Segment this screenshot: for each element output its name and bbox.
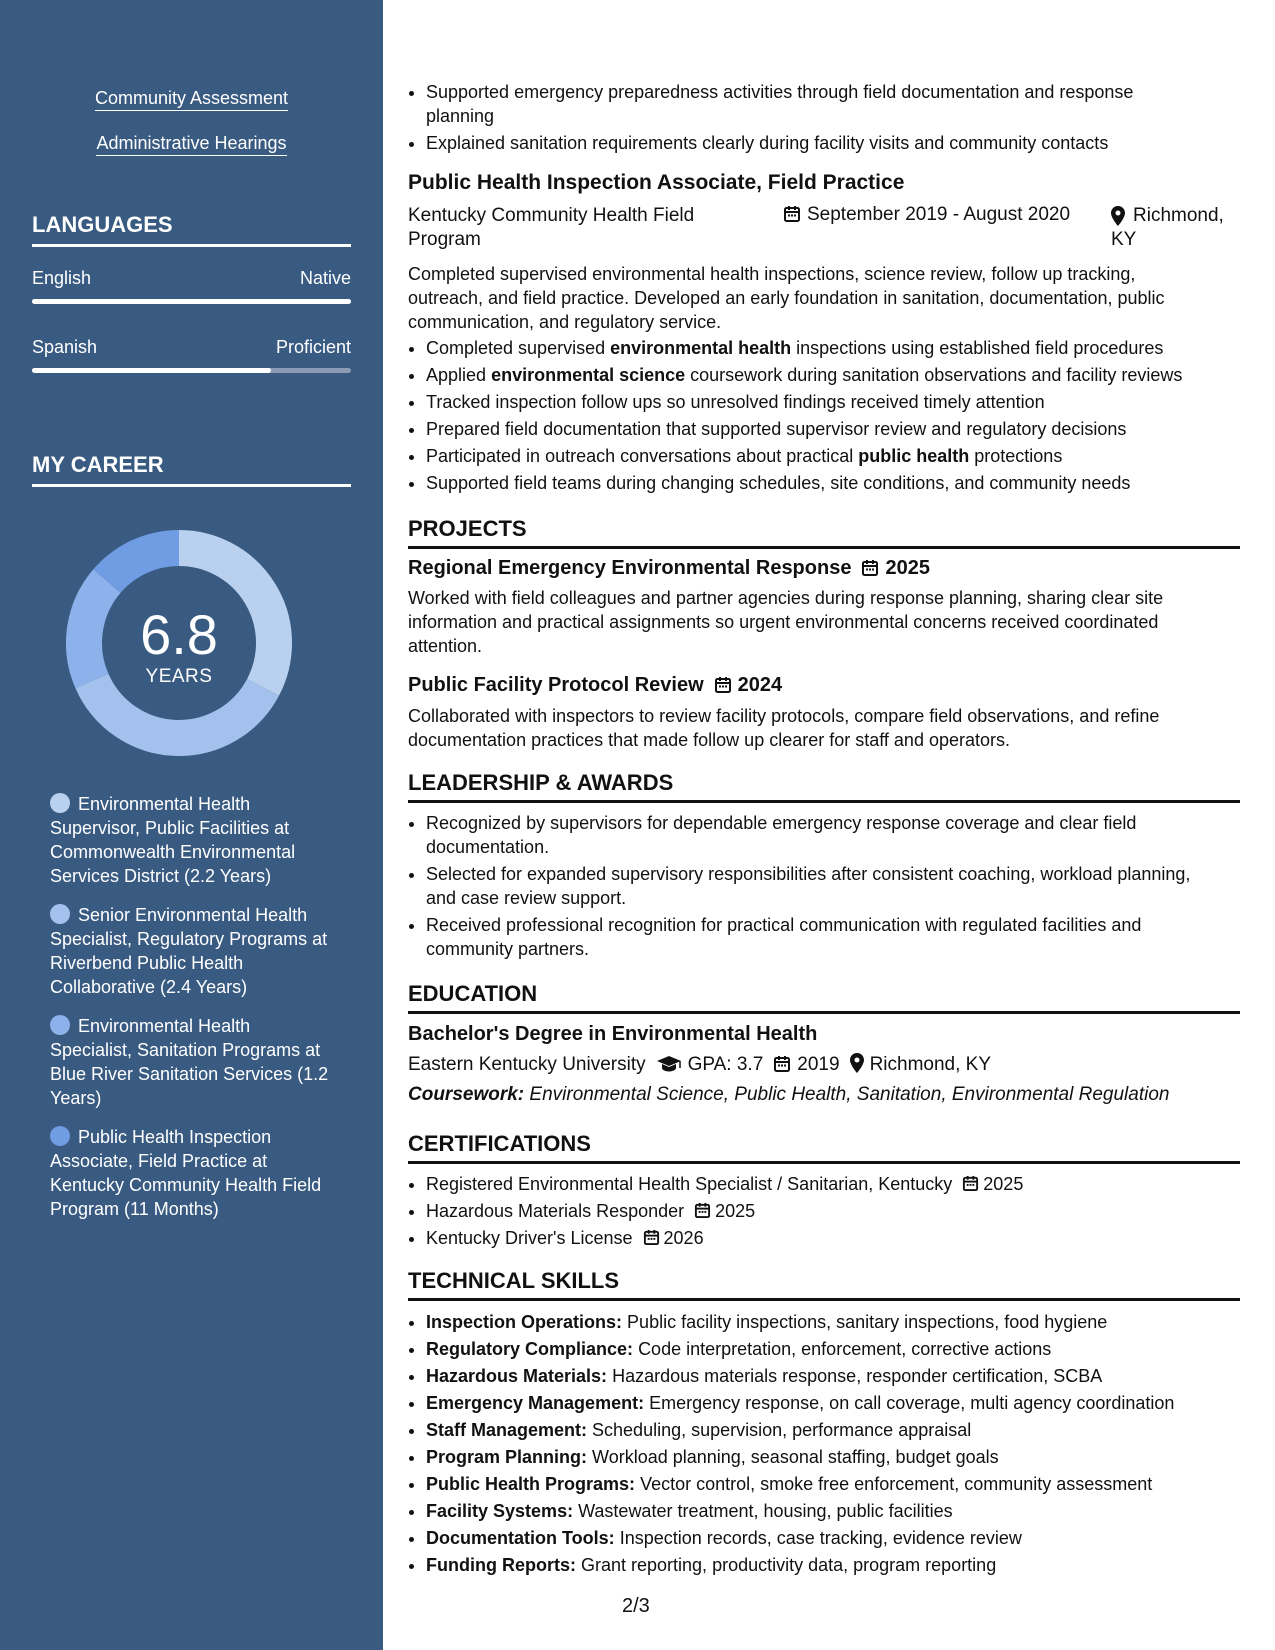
education-heading: EDUCATION [408, 981, 1240, 1014]
project-title: Regional Emergency Environmental Response 2025 [408, 557, 930, 579]
certification-item: • Kentucky Driver's License 2026 [426, 1226, 1240, 1250]
career-total: 6.8 [140, 603, 218, 666]
career-donut-chart [66, 530, 292, 756]
career-dot-icon [50, 793, 70, 813]
donut-slice [107, 548, 179, 581]
job-bullets [408, 336, 1240, 498]
certifications-list [408, 1172, 1240, 1253]
job-dates: September 2019 - August 2020 [783, 204, 1070, 226]
education-meta [408, 1053, 991, 1076]
career-item: Environmental Health Specialist, Sanitation Programs at Blue River Sanitation Services (1.2 Years) [50, 1016, 329, 1108]
calendar-icon [773, 1055, 791, 1073]
sidebar [0, 0, 383, 1650]
list-item: • Explained sanitation requirements clearly during facility visits and community contacts [426, 131, 1196, 155]
skill-link[interactable]: Community Assessment [0, 88, 383, 109]
calendar-icon [694, 1202, 711, 1219]
gpa: GPA: 3.7 [687, 1054, 764, 1075]
job-title: Public Health Inspection Associate, Field Practice [408, 171, 905, 194]
school-name: Eastern Kentucky University [408, 1054, 646, 1075]
projects-heading: PROJECTS [408, 516, 1240, 549]
career-item: Environmental Health Supervisor, Public Facilities at Commonwealth Environmental Services District (2.2 Years) [50, 794, 296, 886]
project-title: Public Facility Protocol Review 2024 [408, 674, 783, 696]
graduation-cap-icon [656, 1055, 682, 1073]
list-item: • Supported emergency preparedness activities through field documentation and response planning [426, 80, 1196, 128]
list-item: • Received professional recognition for practical communication with regulated facilities and community partners. [426, 913, 1216, 961]
career-unit: YEARS [145, 666, 213, 687]
skill-item: • Emergency Management: Emergency response, on call coverage, multi agency coordination [426, 1391, 1240, 1415]
career-dot-icon [50, 904, 70, 924]
project-description: Worked with field colleagues and partner agencies during response planning, sharing clear site information and practical assignments so urgent environmental concerns received coordinated attention. [408, 588, 1164, 656]
language-bar-fill [32, 299, 351, 304]
degree-title: Bachelor's Degree in Environmental Health [408, 1023, 818, 1045]
career-item: Public Health Inspection Associate, Field Practice at Kentucky Community Health Field Program (11 Months) [50, 1127, 322, 1219]
job-bullet: • Tracked inspection follow ups so unresolved findings received timely attention [426, 390, 1240, 414]
language-level: Proficient [275, 337, 351, 357]
skill-item: • Facility Systems: Wastewater treatment, housing, public facilities [426, 1499, 1240, 1523]
calendar-icon [861, 559, 879, 577]
career-dot-icon [50, 1126, 70, 1146]
donut-slice [92, 681, 263, 738]
skill-item: • Program Planning: Workload planning, seasonal staffing, budget goals [426, 1445, 1240, 1469]
calendar-icon [643, 1229, 660, 1246]
skill-item: • Hazardous Materials: Hazardous materials response, responder certification, SCBA [426, 1364, 1240, 1388]
job-bullet: • Supported field teams during changing schedules, site conditions, and community needs [426, 471, 1240, 495]
language-row [32, 268, 351, 289]
skill-item: • Inspection Operations: Public facility inspections, sanitary inspections, food hygiene [426, 1310, 1240, 1334]
skill-item: • Regulatory Compliance: Code interpretation, enforcement, corrective actions [426, 1337, 1240, 1361]
page-number: 2/3 [622, 1595, 650, 1617]
certification-item: • Registered Environmental Health Specialist / Sanitarian, Kentucky 2025 [426, 1172, 1240, 1196]
job-bullet: • Prepared field documentation that supported supervisor review and regulatory decisions [426, 417, 1240, 441]
language-bar [32, 368, 351, 373]
skill-item: • Staff Management: Scheduling, supervision, performance appraisal [426, 1418, 1240, 1442]
language-bar-fill [32, 368, 271, 373]
coursework: Coursework: Environmental Science, Public Health, Sanitation, Environmental Regulation [408, 1084, 1170, 1105]
languages-heading: LANGUAGES [32, 212, 351, 247]
list-item: • Recognized by supervisors for dependable emergency response coverage and clear field documentation. [426, 811, 1216, 859]
language-name: English [32, 268, 92, 288]
language-row [32, 337, 351, 358]
list-item: • Selected for expanded supervisory responsibilities after consistent coaching, workload planning, and case review support. [426, 862, 1216, 910]
project-description: Collaborated with inspectors to review facility protocols, compare field observations, and refine documentation practices that made follow up clearer for staff and operators. [408, 706, 1160, 750]
graduation-year: 2019 [797, 1054, 840, 1075]
skill-item: • Documentation Tools: Inspection records, case tracking, evidence review [426, 1526, 1240, 1550]
calendar-icon [714, 676, 732, 694]
language-bar [32, 299, 351, 304]
technical-skills-list [408, 1310, 1240, 1580]
job-summary: Completed supervised environmental health inspections, science review, follow up tracking, outreach, and field practice. Developed an early foundation in sanitation, documentation, public communication, and regulatory service. [408, 264, 1165, 332]
career-heading: MY CAREER [32, 452, 351, 487]
previous-job-bullets [408, 80, 1240, 158]
leadership-list [408, 811, 1240, 964]
skill-item: • Funding Reports: Grant reporting, productivity data, program reporting [426, 1553, 1240, 1577]
skill-link[interactable]: Administrative Hearings [0, 133, 383, 154]
career-item: Senior Environmental Health Specialist, Regulatory Programs at Riverbend Public Health Collaborative (2.4 Years) [50, 905, 328, 997]
certification-item: • Hazardous Materials Responder 2025 [426, 1199, 1240, 1223]
career-dot-icon [50, 1015, 70, 1035]
calendar-icon [783, 205, 801, 223]
job-employer: Kentucky Community Health Field Program [408, 205, 695, 250]
language-level: Native [299, 268, 351, 288]
leadership-heading: LEADERSHIP & AWARDS [408, 770, 1240, 803]
school-location: Richmond, KY [869, 1054, 992, 1075]
calendar-icon [962, 1175, 979, 1192]
job-bullet: • Completed supervised environmental health inspections using established field procedures [426, 336, 1240, 360]
skill-item: • Public Health Programs: Vector control, smoke free enforcement, community assessment [426, 1472, 1240, 1496]
location-pin-icon [1111, 206, 1125, 226]
language-name: Spanish [32, 337, 98, 357]
job-bullet: • Participated in outreach conversations about practical public health protections [426, 444, 1240, 468]
certifications-heading: CERTIFICATIONS [408, 1131, 1240, 1164]
location-pin-icon [850, 1053, 864, 1073]
job-bullet: • Applied environmental science coursework during sanitation observations and facility reviews [426, 363, 1240, 387]
job-location: Richmond, KY [1111, 205, 1224, 250]
technical-skills-heading: TECHNICAL SKILLS [408, 1268, 1240, 1301]
